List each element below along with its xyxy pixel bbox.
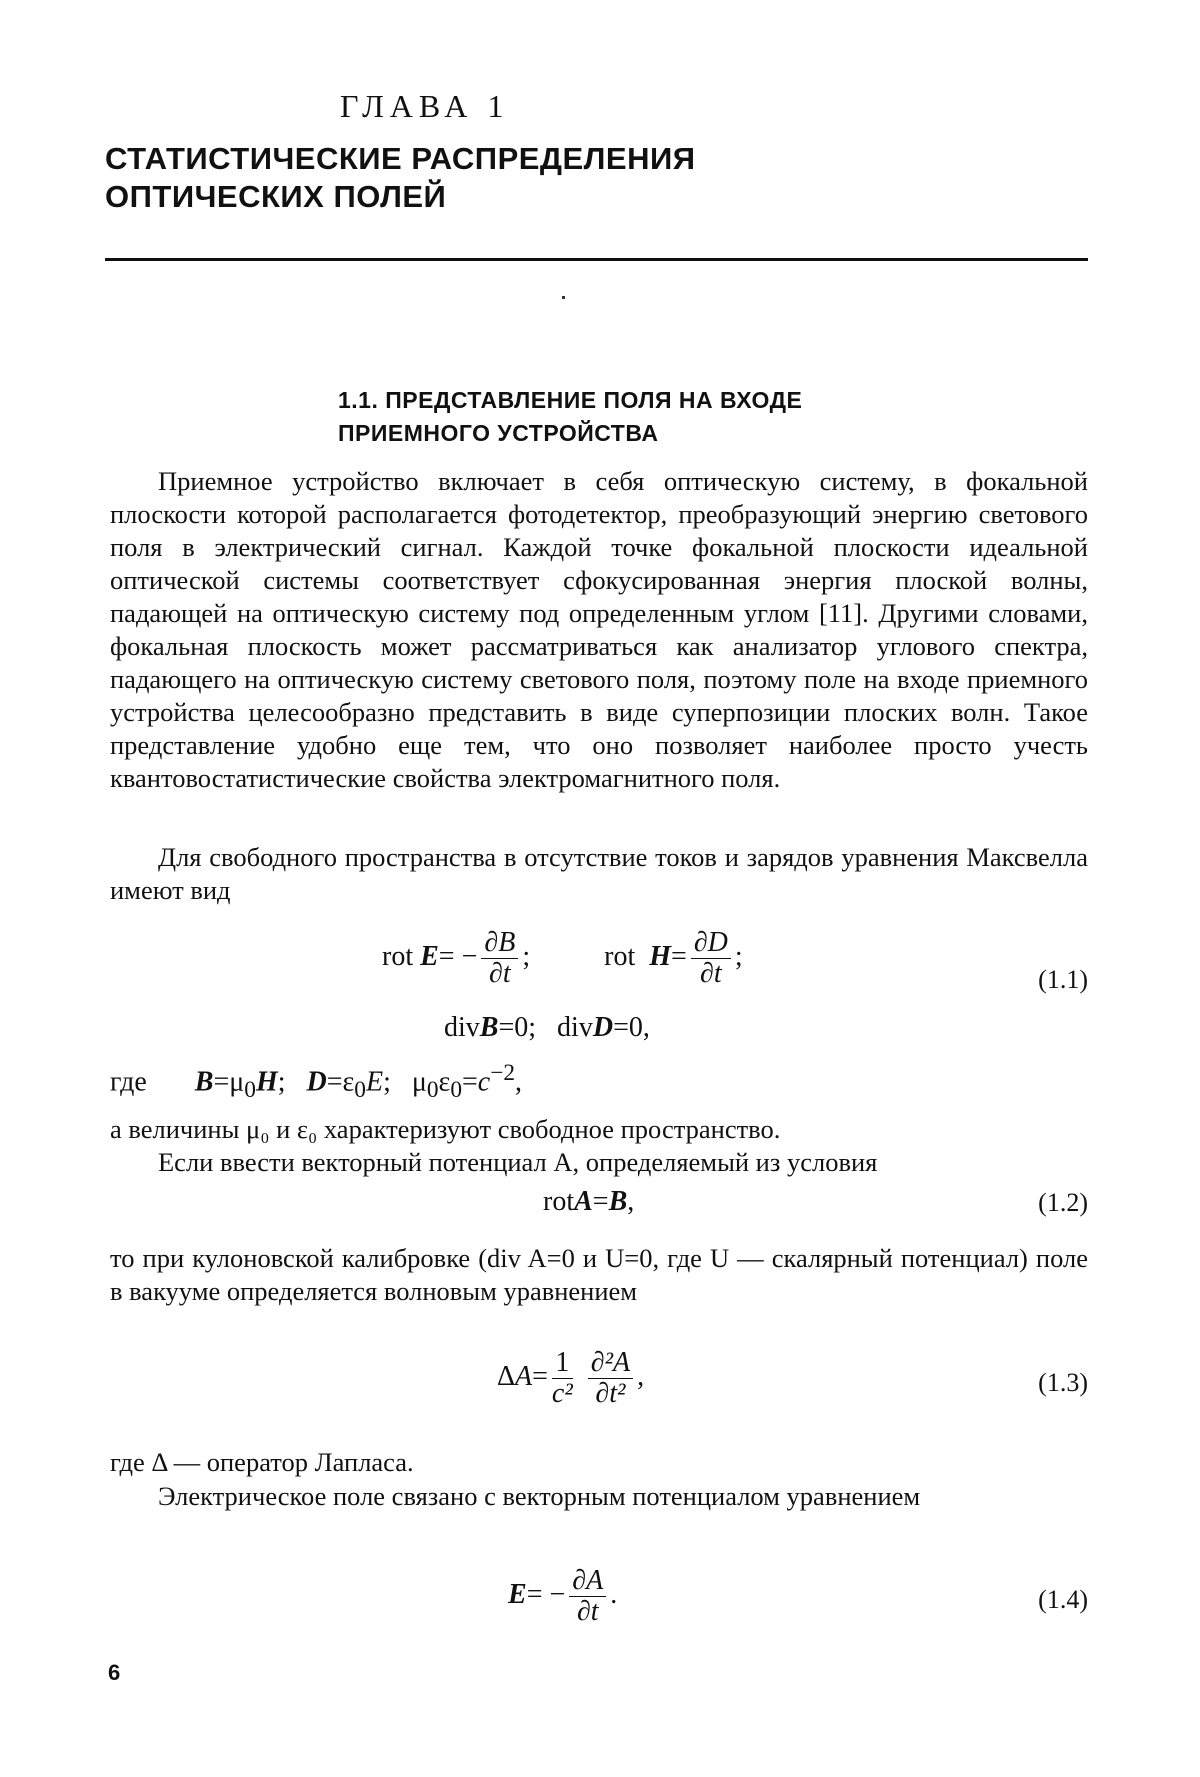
section-title-line2: ПРИЕМНОГО УСТРОЙСТВА xyxy=(338,420,659,446)
equation-number-1-2: (1.2) xyxy=(1038,1188,1088,1217)
paragraph-intro: Приемное устройство включает в себя оптическую систему, в фокальной плоскости которой располагается фотодетектор, преобразующий энергию светового поля в электрический сигнал. Каждой точке фокальной плоскости идеальной оптической системы соответствует сфокусированная энергия плоской волны, падающей на оптическую систему под определенным углом [11]. Другими словами, фокальная плоскость может рассматриваться как анализатор углового спектра, падающего на оптическую систему светового поля, поэтому поле на входе приемного устройства целесообразно представить в виде суперпозиции плоских волн. Такое представление удобно еще тем, что оно позволяет наиболее просто учесть квантовостатистические свойства электромагнитного поля. xyxy=(110,466,1088,793)
equation-number-1-1: (1.1) xyxy=(1038,965,1088,994)
equation-1-3: ΔA= $\frac{1}{\text{c²}}$ $\frac{\text{∂²A}}{\text{∂t²}}$ , xyxy=(497,1347,645,1409)
where-label: где xyxy=(110,1066,147,1098)
equation-number-1-4: (1.4) xyxy=(1038,1585,1088,1614)
chapter-title xyxy=(105,140,696,216)
equation-1-1-row2: divB=0; divD=0, xyxy=(444,1012,650,1043)
chapter-title-line1: СТАТИСТИЧЕСКИЕ РАСПРЕДЕЛЕНИЯ xyxy=(105,141,696,176)
paragraph-laplace: где Δ — оператор Лапласа. xyxy=(110,1447,414,1477)
equation-number-1-3: (1.3) xyxy=(1038,1368,1088,1397)
equation-1-1-row1: rot E= − $\frac{\partial B}{\partial t}$ ; rot H= $\frac{\partial D}{\partial t}$ ; xyxy=(382,927,743,989)
chapter-title-line2: ОПТИЧЕСКИХ ПОЛЕЙ xyxy=(105,179,447,214)
chapter-divider xyxy=(105,258,1088,261)
print-speck xyxy=(562,296,565,299)
definitions-line: где $B=\mu_0H$; $D=\varepsilon_0E$; $\mu_0\varepsilon_0=c^{-2}$, xyxy=(110,1060,523,1103)
equation-1-4: E= − $\frac{\partial A}{\partial t}$ . xyxy=(508,1565,618,1627)
paragraph-electric-field: Электрическое поле связано с векторным потенциалом уравнением xyxy=(158,1481,921,1511)
paragraph-vector-potential: Если ввести векторный потенциал A, определяемый из условия xyxy=(158,1147,878,1177)
section-title xyxy=(338,384,802,450)
equation-1-2: rotA=B, xyxy=(543,1186,635,1217)
chapter-label: ГЛАВА 1 xyxy=(340,88,510,124)
page-number: 6 xyxy=(108,1660,121,1685)
section-title-line1: 1.1. ПРЕДСТАВЛЕНИЕ ПОЛЯ НА ВХОДЕ xyxy=(338,387,803,413)
paragraph-maxwell-intro: Для свободного пространства в отсутствие токов и зарядов уравнения Максвелла имеют вид xyxy=(110,842,1088,905)
paragraph-free-space: а величины μ₀ и ε₀ характеризуют свободное пространство. xyxy=(110,1114,781,1144)
paragraph-coulomb-gauge: то при кулоновской калибровке (div A=0 и U=0, где U — скалярный потенциал) поле в вакууме определяется волновым уравнением xyxy=(110,1243,1088,1306)
